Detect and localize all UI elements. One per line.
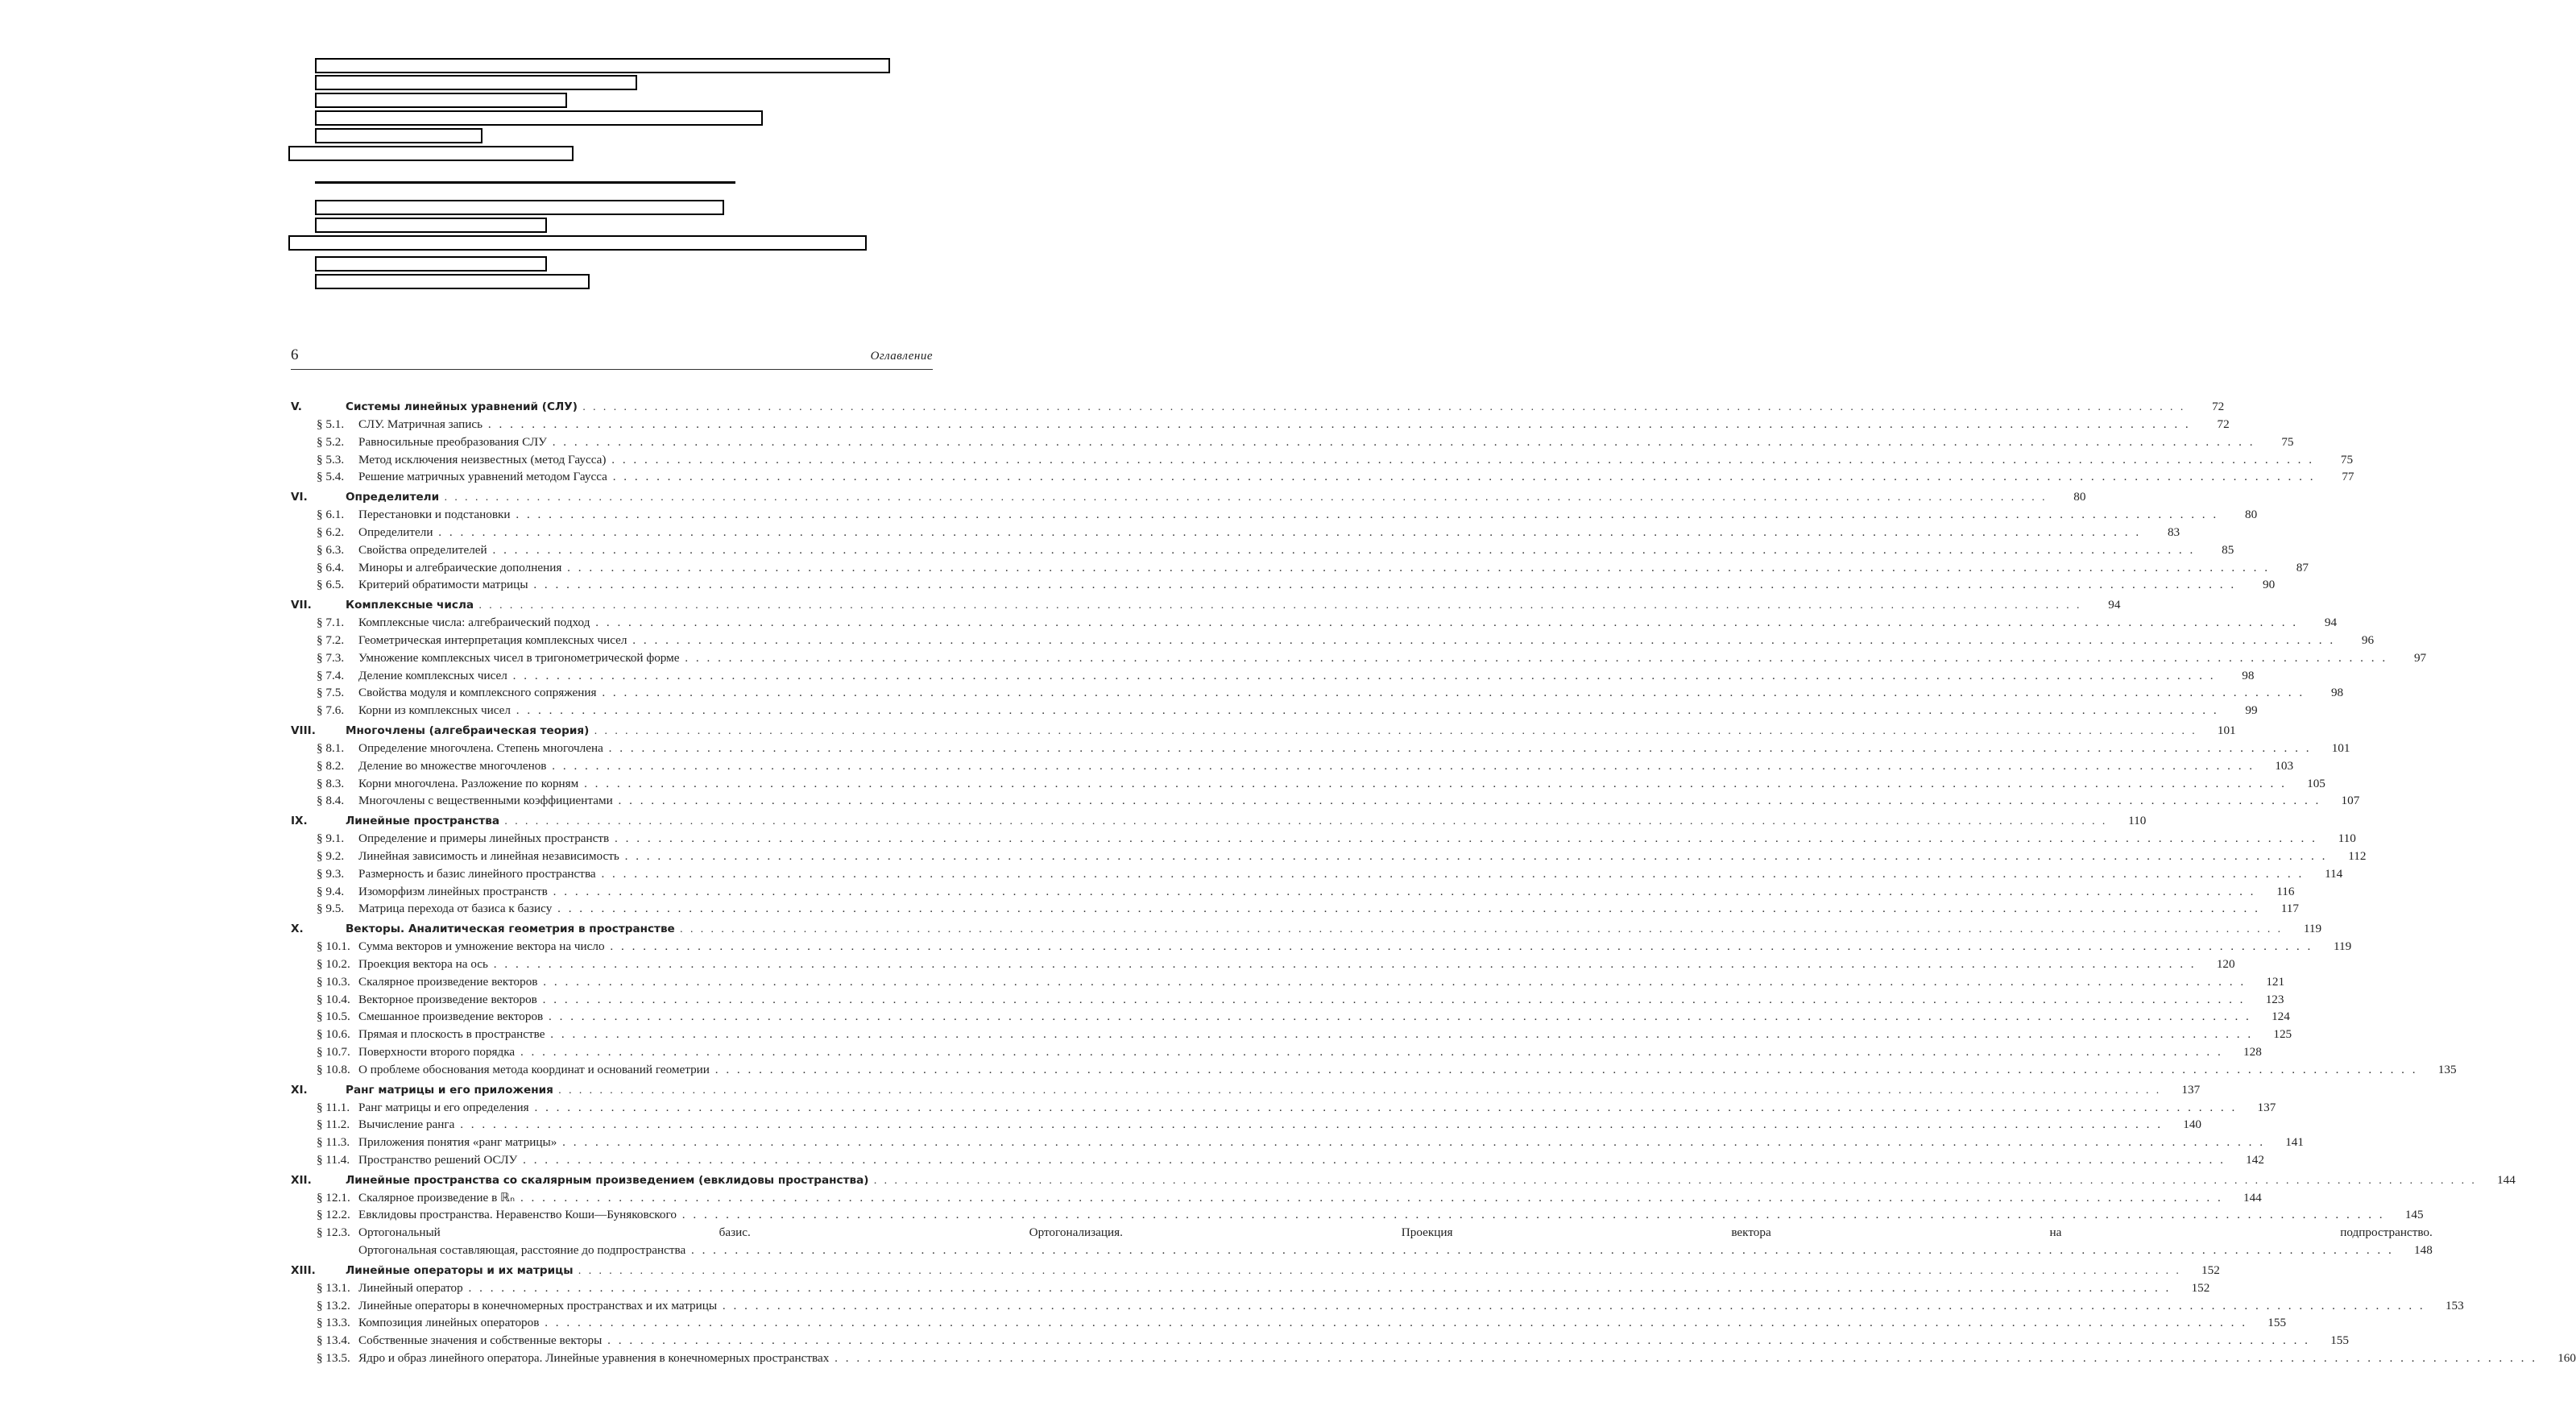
section-page: 98 — [2330, 686, 2344, 700]
toc-section-entry[interactable] — [291, 433, 2294, 451]
section-title: Деление во множестве многочленов . . . — [358, 757, 2255, 775]
section-page: 153 — [2445, 1298, 2464, 1312]
section-number: § 10.4. — [317, 992, 350, 1006]
section-page: 119 — [2334, 939, 2352, 954]
toc-chapter — [291, 1171, 2516, 1259]
section-number: § 5.2. — [317, 434, 345, 449]
section-title: Векторное произведение векторов . . . — [358, 991, 2245, 1009]
toc-section-entry[interactable] — [291, 740, 2350, 757]
section-number: § 12.2. — [317, 1208, 350, 1222]
toc-section-entry[interactable] — [291, 684, 2344, 702]
chapter-number: XII. — [291, 1173, 312, 1187]
chapter-page: 119 — [2303, 922, 2322, 936]
chapter-number: VI. — [291, 491, 308, 504]
toc-section-entry[interactable] — [291, 1332, 2349, 1350]
section-title: Геометрическая интерпретация комплексных чисел . . . — [358, 632, 2335, 649]
section-number: § 7.6. — [317, 703, 345, 718]
section-title: Сумма векторов и умножение вектора на число . . . — [358, 938, 2313, 956]
section-page: 155 — [2330, 1333, 2349, 1348]
section-title: Ортогональный базис. Ортогонализация. Проекция вектора на подпространство. — [358, 1225, 2433, 1240]
toc-section-entry[interactable] — [291, 524, 2180, 541]
section-title: Смешанное произведение векторов . . . — [358, 1008, 2251, 1026]
section-title: Определители . . . — [358, 524, 2141, 541]
chapter-title: Определители . . . — [346, 488, 2047, 506]
section-number: § 9.1. — [317, 831, 345, 846]
section-title: Размерность и базис линейного пространства . . . — [358, 865, 2304, 883]
section-number: § 8.4. — [317, 794, 345, 808]
toc-section-entry[interactable] — [291, 451, 2354, 469]
section-title: СЛУ. Матричная запись . . . — [358, 416, 2191, 433]
redacted-rule — [315, 181, 735, 184]
chapter-page: 152 — [2201, 1263, 2220, 1277]
redacted-block — [315, 218, 547, 233]
section-number: § 5.1. — [317, 417, 345, 431]
toc-section-entry[interactable] — [291, 506, 2258, 524]
section-title: Корни из комплексных чисел . . . — [358, 702, 2219, 719]
toc-section-entry[interactable] — [291, 956, 2235, 973]
section-number: § 7.4. — [317, 668, 345, 682]
section-number: § 9.3. — [317, 866, 345, 881]
redacted-block — [315, 110, 763, 126]
section-title: Прямая и плоскость в пространстве . . . — [358, 1026, 2253, 1043]
toc-section-entry[interactable] — [291, 1151, 2264, 1169]
section-page: 112 — [2348, 848, 2367, 863]
chapter-number: IX. — [291, 815, 308, 828]
section-title: Скалярное произведение векторов . . . — [358, 973, 2246, 991]
section-title: Поверхности второго порядка . . . — [358, 1043, 2223, 1061]
section-page: 125 — [2273, 1027, 2292, 1042]
section-number: § 12.1. — [317, 1190, 350, 1205]
section-title: Многочлены с вещественными коэффициентами . . . — [358, 792, 2321, 810]
section-page: 135 — [2437, 1062, 2457, 1076]
section-number: § 8.3. — [317, 776, 345, 790]
chapter-page: 94 — [2108, 598, 2121, 612]
section-page: 77 — [2342, 470, 2354, 484]
section-title: Равносильные преобразования СЛУ . . . — [358, 433, 2255, 451]
toc-section-entry[interactable] — [291, 559, 2309, 577]
section-number: § 11.3. — [317, 1135, 350, 1150]
section-number: § 13.2. — [317, 1298, 350, 1312]
section-number: § 10.6. — [317, 1027, 350, 1042]
section-title: Пространство решений ОСЛУ . . . — [358, 1151, 2226, 1169]
section-number: § 9.2. — [317, 848, 345, 863]
redacted-block — [315, 128, 482, 143]
redacted-block — [315, 58, 890, 73]
section-number: § 6.4. — [317, 560, 345, 574]
section-page: 140 — [2183, 1118, 2202, 1132]
section-page: 99 — [2245, 703, 2258, 718]
toc-section-entry[interactable] — [291, 1099, 2276, 1117]
chapter-title: Линейные пространства со скалярным произведением (евклидовы пространства) . . . — [346, 1171, 2477, 1189]
toc-section-entry[interactable] — [291, 1189, 2262, 1207]
section-number: § 7.3. — [317, 650, 345, 665]
page-header — [291, 346, 933, 370]
toc-section-entry[interactable] — [291, 468, 2354, 486]
toc-chapter-entry[interactable] — [291, 1171, 2516, 1189]
toc-section-entry[interactable] — [291, 1279, 2210, 1297]
chapter-title: Линейные операторы и их матрицы . . . — [346, 1262, 2181, 1279]
section-page: 83 — [2167, 525, 2180, 539]
section-number: § 9.5. — [317, 902, 345, 916]
toc-section-entry[interactable] — [291, 576, 2276, 594]
toc-chapter-entry[interactable] — [291, 1081, 2201, 1099]
toc-section-entry[interactable] — [291, 1008, 2290, 1026]
toc-chapter-entry[interactable] — [291, 398, 2225, 416]
toc-section-entry[interactable] — [291, 792, 2360, 810]
section-page: 72 — [2217, 417, 2230, 431]
section-number: § 10.1. — [317, 939, 350, 954]
section-page: 155 — [2267, 1316, 2287, 1330]
section-number: § 12.3. — [317, 1225, 350, 1240]
toc-chapter — [291, 812, 2367, 918]
section-title: Линейная зависимость и линейная независимость . . . — [358, 848, 2327, 865]
section-title: Критерий обратимости матрицы . . . — [358, 576, 2236, 594]
redacted-block — [315, 200, 724, 215]
section-page: 123 — [2265, 992, 2284, 1006]
section-number: § 8.1. — [317, 740, 345, 755]
toc-section-entry[interactable] — [291, 883, 2295, 901]
section-title: Свойства модуля и комплексного сопряжения . . . — [358, 684, 2305, 702]
chapter-page: 72 — [2212, 400, 2225, 413]
section-number: § 13.4. — [317, 1333, 350, 1348]
section-page: 97 — [2413, 650, 2427, 665]
chapter-title: Ранг матрицы и его приложения . . . — [346, 1081, 2161, 1099]
section-title: Ранг матрицы и его определения . . . — [358, 1099, 2237, 1117]
section-page: 75 — [2281, 434, 2294, 449]
chapter-number: X. — [291, 923, 304, 936]
chapter-page: 137 — [2181, 1082, 2201, 1097]
chapter-number: XI. — [291, 1083, 308, 1097]
section-title: Деление комплексных чисел . . . — [358, 667, 2215, 685]
redacted-block — [315, 93, 567, 108]
section-number: § 10.3. — [317, 974, 350, 989]
section-title: Изоморфизм линейных пространств . . . — [358, 883, 2255, 901]
section-page: 128 — [2243, 1044, 2262, 1059]
toc-chapter — [291, 722, 2360, 810]
chapter-number: V. — [291, 400, 302, 413]
toc-section-entry[interactable] — [291, 1297, 2464, 1315]
section-title: Линейный оператор . . . — [358, 1279, 2171, 1297]
chapter-number: VIII. — [291, 724, 316, 737]
section-page: 117 — [2280, 902, 2299, 916]
section-page: 144 — [2243, 1190, 2262, 1205]
section-page: 142 — [2246, 1152, 2264, 1167]
toc-section-entry[interactable] — [291, 649, 2427, 667]
section-number: § 10.7. — [317, 1044, 350, 1059]
section-number: § 11.4. — [317, 1152, 350, 1167]
section-page: 145 — [2404, 1208, 2424, 1222]
chapter-page: 101 — [2217, 723, 2236, 737]
section-page: 116 — [2276, 884, 2295, 898]
section-page: 105 — [2307, 776, 2325, 790]
section-page: 137 — [2257, 1100, 2276, 1114]
section-number: § 5.3. — [317, 452, 345, 466]
toc-chapter — [291, 596, 2427, 719]
section-number: § 8.2. — [317, 758, 345, 773]
toc-section-entry[interactable] — [291, 1043, 2262, 1061]
toc-section-entry[interactable] — [291, 830, 2356, 848]
toc-section-entry[interactable] — [291, 614, 2338, 632]
toc-section-entry[interactable] — [291, 900, 2299, 918]
toc-section-entry[interactable] — [291, 1314, 2287, 1332]
section-page: 75 — [2340, 452, 2354, 466]
section-title: Вычисление ранга . . . — [358, 1116, 2163, 1134]
toc-chapter — [291, 398, 2354, 486]
section-number: § 7.2. — [317, 632, 345, 647]
toc-chapter-entry[interactable] — [291, 1262, 2220, 1279]
section-number: § 11.2. — [317, 1118, 350, 1132]
section-title: Скалярное произведение в ℝₙ . . . — [358, 1189, 2223, 1207]
section-number: § 6.3. — [317, 542, 345, 557]
toc-section-entry[interactable] — [291, 632, 2375, 649]
section-title: Приложения понятия «ранг матрицы» . . . — [358, 1134, 2265, 1151]
toc-section-entry[interactable] — [291, 1134, 2304, 1151]
toc-section-entry[interactable] — [291, 848, 2367, 865]
section-number: § 6.5. — [317, 578, 345, 592]
toc-chapter-entry[interactable] — [291, 722, 2236, 740]
toc-section-entry[interactable] — [291, 1061, 2457, 1079]
redacted-block — [288, 146, 574, 161]
chapter-number: VII. — [291, 599, 312, 612]
section-title: Определение многочлена. Степень многочлена . . . — [358, 740, 2311, 757]
section-title: Евклидовы пространства. Неравенство Коши—Буняковского . . . — [358, 1206, 2385, 1224]
toc-section-entry[interactable] — [291, 775, 2325, 793]
section-title: Собственные значения и собственные векторы . . . — [358, 1332, 2310, 1350]
section-page: 90 — [2262, 578, 2276, 592]
toc-section-entry[interactable] — [291, 865, 2343, 883]
toc-section-entry[interactable] — [291, 991, 2284, 1009]
section-title: Комплексные числа: алгебраический подход . . . — [358, 614, 2298, 632]
chapter-page: 80 — [2073, 490, 2086, 504]
section-title: Умножение комплексных чисел в тригонометрической форме . . . — [358, 649, 2388, 667]
section-number: § 6.1. — [317, 508, 345, 522]
section-page: 141 — [2285, 1135, 2304, 1150]
toc-section-entry[interactable] — [291, 1350, 2576, 1367]
toc-chapter-entry[interactable] — [291, 488, 2086, 506]
section-number: § 7.5. — [317, 686, 345, 700]
section-number: § 10.5. — [317, 1010, 350, 1024]
redacted-block — [315, 274, 590, 289]
section-title-continued: Ортогональная составляющая, расстояние до подпространства . . . — [358, 1242, 2394, 1259]
section-page: 101 — [2331, 740, 2350, 755]
chapter-number: XIII. — [291, 1263, 316, 1277]
chapter-title: Комплексные числа . . . — [346, 596, 2081, 614]
chapter-title: Системы линейных уравнений (СЛУ) . . . — [346, 398, 2185, 416]
toc-section-entry[interactable] — [291, 1206, 2424, 1224]
section-number: § 13.5. — [317, 1351, 350, 1366]
section-page: 124 — [2272, 1010, 2290, 1024]
section-title: Перестановки и подстановки . . . — [358, 506, 2218, 524]
section-page: 121 — [2266, 974, 2285, 989]
section-page: 110 — [2338, 831, 2356, 846]
section-title: О проблеме обоснования метода координат и оснований геометрии . . . — [358, 1061, 2418, 1079]
section-page: 98 — [2242, 668, 2255, 682]
toc-section-entry[interactable] — [291, 1026, 2292, 1043]
section-page: 107 — [2341, 794, 2360, 808]
section-number: § 10.8. — [317, 1062, 350, 1076]
section-page: 96 — [2361, 632, 2375, 647]
redacted-block — [315, 256, 547, 272]
chapter-page: 144 — [2497, 1172, 2516, 1187]
section-number: § 5.4. — [317, 470, 345, 484]
section-title: Определение и примеры линейных пространств . . . — [358, 830, 2317, 848]
chapter-title: Линейные пространства . . . — [346, 812, 2107, 830]
toc-section-entry[interactable] — [291, 541, 2234, 559]
section-page: 120 — [2216, 956, 2235, 971]
toc-chapter-entry[interactable] — [291, 596, 2121, 614]
section-title: Метод исключения неизвестных (метод Гаусса) . . . — [358, 451, 2314, 469]
section-page: 114 — [2325, 866, 2343, 881]
toc-section-entry[interactable] — [291, 667, 2255, 685]
section-title: Композиция линейных операторов . . . — [358, 1314, 2247, 1332]
section-number: § 11.1. — [317, 1100, 350, 1114]
chapter-title: Векторы. Аналитическая геометрия в пространстве . . . — [346, 920, 2283, 938]
section-page: 87 — [2296, 560, 2309, 574]
toc-section-entry[interactable] — [291, 1224, 2433, 1259]
section-page: 103 — [2275, 758, 2294, 773]
toc-section-entry[interactable] — [291, 1116, 2202, 1134]
section-title: Свойства определителей . . . — [358, 541, 2195, 559]
section-page: 160 — [2557, 1351, 2576, 1366]
section-number: § 6.2. — [317, 525, 345, 539]
section-number: § 10.2. — [317, 956, 350, 971]
toc-section-entry[interactable] — [291, 702, 2258, 719]
page-number: 6 — [291, 346, 299, 363]
toc-section-entry[interactable] — [291, 973, 2285, 991]
section-page: 85 — [2222, 542, 2234, 557]
toc-chapter — [291, 1081, 2304, 1169]
section-title: Проекция вектора на ось . . . — [358, 956, 2197, 973]
section-title: Решение матричных уравнений методом Гаусса . . . — [358, 468, 2316, 486]
section-title: Линейные операторы в конечномерных пространствах и их матрицы . . . — [358, 1297, 2425, 1315]
toc-chapter — [291, 920, 2457, 1078]
section-number: § 13.3. — [317, 1316, 350, 1330]
section-number: § 7.1. — [317, 616, 345, 630]
table-of-contents — [291, 398, 2576, 1370]
running-title: Оглавление — [870, 350, 933, 363]
redacted-block — [288, 235, 867, 251]
section-page: 94 — [2324, 616, 2338, 630]
section-title: Корни многочлена. Разложение по корням . . . — [358, 775, 2287, 793]
section-number: § 13.1. — [317, 1280, 350, 1295]
toc-chapter-entry[interactable] — [291, 920, 2322, 938]
toc-chapter — [291, 488, 2309, 594]
section-page: 152 — [2191, 1280, 2210, 1295]
chapter-page: 110 — [2128, 814, 2147, 828]
section-page: 148 — [2414, 1243, 2433, 1258]
toc-section-entry[interactable] — [291, 757, 2294, 775]
section-title: Ядро и образ линейного оператора. Линейные уравнения в конечномерных пространствах . . . — [358, 1350, 2537, 1367]
section-title: Матрица перехода от базиса к базису . . . — [358, 900, 2260, 918]
toc-section-entry[interactable] — [291, 416, 2230, 433]
chapter-title: Многочлены (алгебраическая теория) . . . — [346, 722, 2197, 740]
section-page: 80 — [2245, 508, 2258, 522]
toc-chapter — [291, 1262, 2576, 1367]
toc-section-entry[interactable] — [291, 938, 2352, 956]
toc-chapter-entry[interactable] — [291, 812, 2147, 830]
redacted-block — [315, 75, 637, 90]
section-title: Миноры и алгебраические дополнения . . . — [358, 559, 2270, 577]
section-number: § 9.4. — [317, 884, 345, 898]
